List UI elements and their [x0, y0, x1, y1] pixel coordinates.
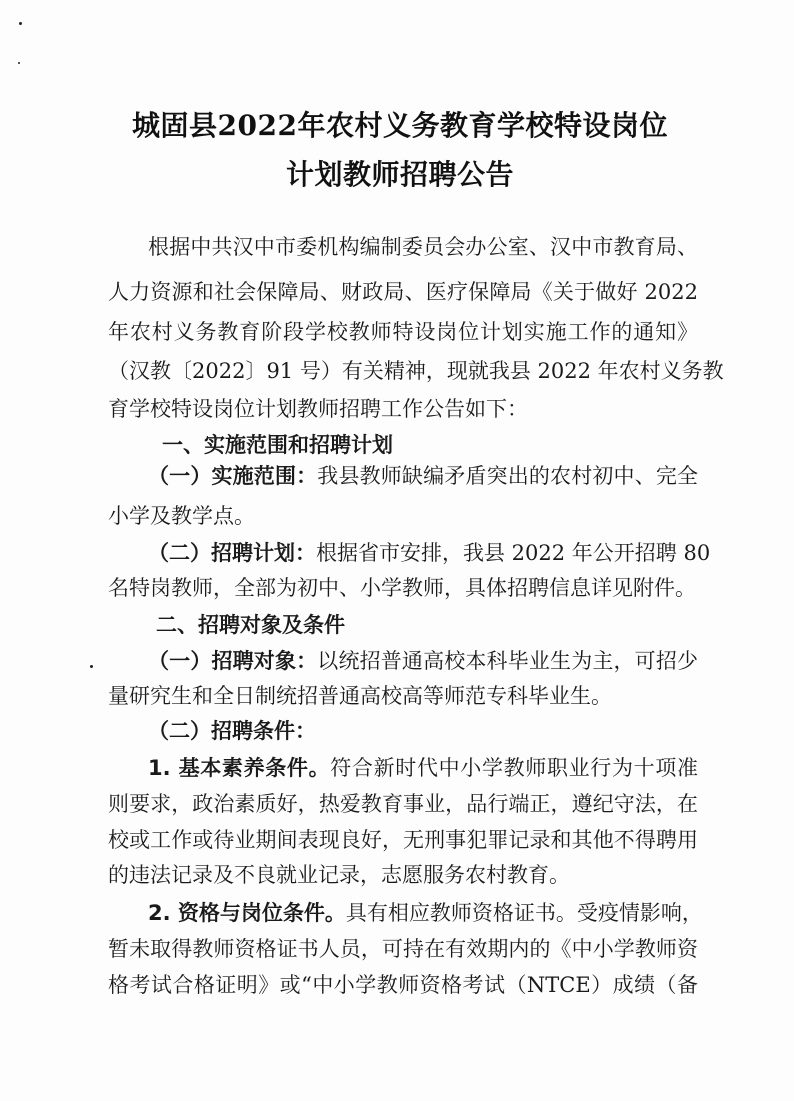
section1-item2-label: （二）招聘计划： — [148, 541, 316, 565]
section1-item1 — [148, 463, 698, 489]
condition2 — [148, 900, 703, 926]
section2-item1 — [148, 648, 698, 674]
condition1-text: 符合新时代中小学教师职业行为十项准 — [330, 756, 698, 780]
section1-item1-text: 我县教师缺编矛盾突出的农村初中、完全 — [317, 464, 698, 488]
section1-item1-cont: 小学及教学点。 — [108, 504, 255, 528]
condition1-cont: 校或工作或待业期间表现良好，无刑事犯罪记录和其他不得聘用 — [108, 828, 698, 852]
section2-heading: 二、招聘对象及条件 — [156, 613, 345, 637]
intro-line: 育学校特设岗位计划教师招聘工作公告如下： — [108, 397, 528, 421]
scan-speck — [90, 665, 93, 668]
condition2-text: 具有相应教师资格证书。受疫情影响， — [345, 901, 703, 925]
document-title-line1: 城固县2022年农村义务教育学校特设岗位 — [132, 109, 668, 142]
condition2-cont: 格考试合格证明》或“中小学教师资格考试（NTCE）成绩（备 — [108, 973, 698, 997]
section1-item2-text: 根据省市安排，我县 2022 年公开招聘 80 — [316, 541, 711, 565]
section2-item1-text: 以统招普通高校本科毕业生为主，可招少 — [317, 649, 698, 673]
section2-item2-label: （二）招聘条件： — [148, 719, 316, 743]
section1-item1-label: （一）实施范围： — [148, 464, 318, 488]
scan-speck — [18, 62, 20, 64]
section1-item2 — [148, 540, 711, 566]
intro-line: 年农村义务教育阶段学校教师特设岗位计划实施工作的通知》 — [108, 320, 698, 344]
condition1-cont: 的违法记录及不良就业记录，志愿服务农村教育。 — [108, 863, 570, 887]
section2-item1-label: （一）招聘对象： — [148, 649, 318, 673]
document-title-line2: 计划教师招聘公告 — [285, 158, 514, 191]
condition1 — [148, 755, 698, 781]
section1-heading: 一、实施范围和招聘计划 — [162, 433, 393, 457]
intro-line: （汉教〔2022〕91 号）有关精神，现就我县 2022 年农村义务教 — [108, 359, 724, 383]
intro-line: 人力资源和社会保障局、财政局、医疗保障局《关于做好 2022 — [108, 280, 698, 304]
condition1-cont: 则要求，政治素质好，热爱教育事业，品行端正，遵纪守法，在 — [108, 792, 698, 816]
section1-item2-cont: 名特岗教师，全部为初中、小学教师，具体招聘信息详见附件。 — [108, 576, 696, 600]
section2-item1-cont: 量研究生和全日制统招普通高校高等师范专科毕业生。 — [108, 684, 612, 708]
scan-speck — [19, 22, 22, 25]
condition1-label: 1. 基本素养条件。 — [148, 756, 331, 780]
condition2-cont: 暂未取得教师资格证书人员，可持在有效期内的《中小学教师资 — [108, 937, 698, 961]
condition2-label: 2. 资格与岗位条件。 — [148, 901, 346, 925]
intro-line: 根据中共汉中市委机构编制委员会办公室、汉中市教育局、 — [148, 235, 698, 259]
